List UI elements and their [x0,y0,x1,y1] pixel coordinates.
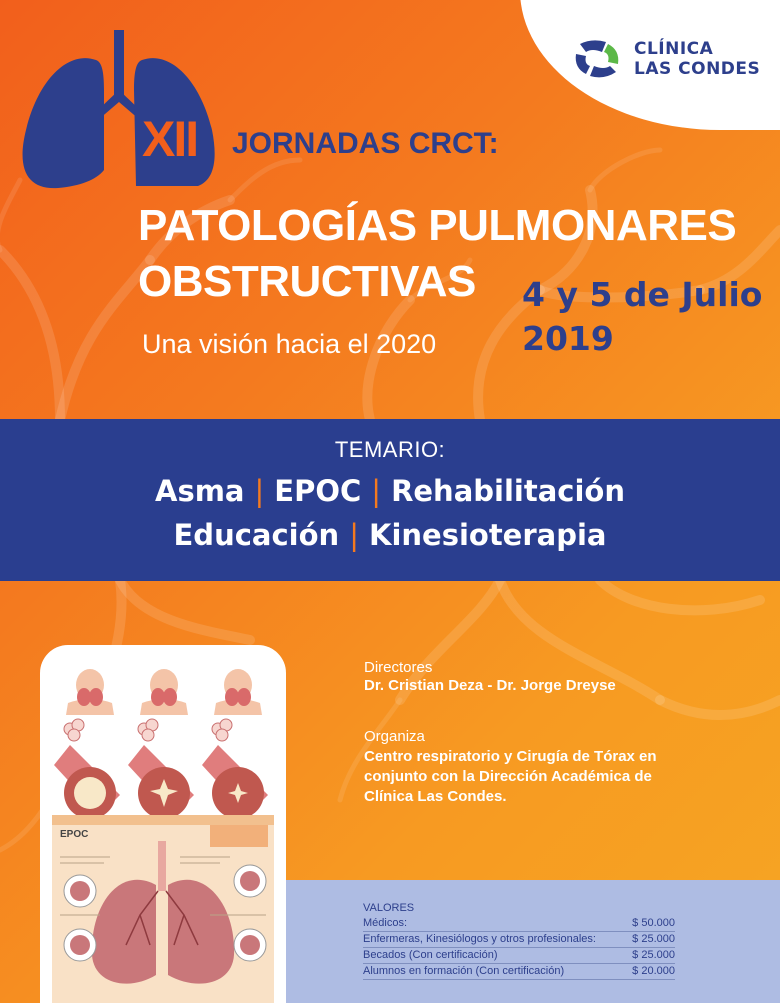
directores-block [364,659,616,696]
temario-label: TEMARIO: [334,437,446,462]
event-name: JORNADAS CRCT: [232,127,499,160]
price-row-amount: $ 25.000 [632,933,675,945]
cross-logo-icon [572,38,624,80]
price-row-amount: $ 50.000 [632,917,675,929]
logo-line-1: CLÍNICA [634,39,714,59]
topic-separator: | [371,474,382,508]
price-row-label: Médicos: [363,917,408,929]
topic-separator: | [254,474,265,508]
subtitle: Una visión hacia el 2020 [142,329,437,359]
topics-list [0,469,780,557]
logo-line-2: LAS CONDES [634,59,761,79]
organiza-line-1: Centro respiratorio y Cirugía de Tórax en [364,748,657,765]
logo-text [634,39,760,79]
valores-table [363,900,675,980]
price-row [363,932,675,948]
topic-epoc: EPOC [274,474,362,508]
price-row [363,964,675,980]
organiza-label: Organiza [364,728,425,745]
edition-number: XII [142,111,198,167]
price-row-label: Alumnos en formación (Con certificación) [363,965,565,977]
organiza-line-3: Clínica Las Condes. [364,788,507,805]
price-row-label: Enfermeras, Kinesiólogos y otros profesionales: [363,933,596,945]
medical-illustration-card [40,645,286,1003]
torso-figures [66,669,262,715]
date-days: 4 y 5 de Julio [522,275,763,314]
price-row [363,916,675,932]
event-date [522,273,762,361]
date-year: 2019 [522,319,614,358]
price-row-label: Becados (Con certificación) [363,949,498,961]
topic-kinesioterapia: Kinesioterapia [368,518,607,552]
organiza-line-2: conjunto con la Dirección Académica de [364,768,652,785]
infographic-heading: EPOC [60,829,89,840]
directores-label: Directores [364,659,433,676]
title-line-1: PATOLOGÍAS PULMONARES [138,201,737,250]
valores-panel [286,880,780,1003]
topic-rehabilitacion: Rehabilitación [391,474,625,508]
organiza-block [364,728,657,807]
topic-asma: Asma [155,474,245,508]
topic-separator: | [349,518,359,552]
clinica-las-condes-logo [572,38,760,80]
price-row-amount: $ 20.000 [632,965,675,977]
price-row-amount: $ 25.000 [632,949,675,961]
valores-title: VALORES [363,902,415,914]
directores-names: Dr. Cristian Deza - Dr. Jorge Dreyse [364,677,616,694]
airway-illustration [40,645,286,1003]
temario-band [0,419,780,581]
organiza-text [364,747,657,807]
price-row [363,948,675,964]
topic-educacion: Educación [173,518,340,552]
title-line-2: OBSTRUCTIVAS [138,257,476,306]
